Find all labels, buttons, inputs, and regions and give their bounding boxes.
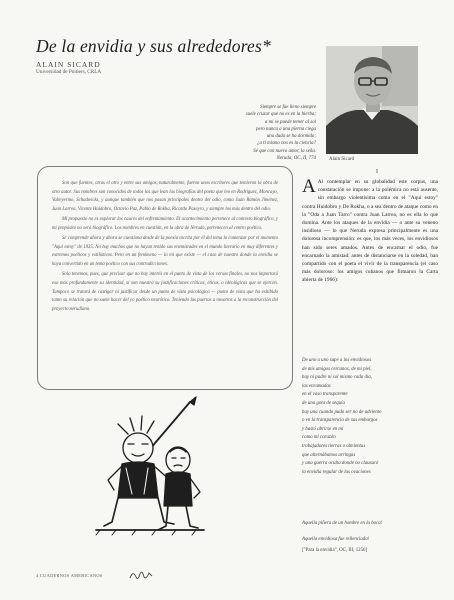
- intro-paragraph: Mi propuesto no es explorar los cauces del enfrentamiento. El acontecimiento pertenece al contexto biográfico, y mi propósito no será biográfico. Los nombres en cuestión, en la obra de Neruda, pertenecen al centro poético.: [52, 217, 278, 231]
- envy-cartoon-illustration: [86, 394, 212, 536]
- poem-closing-line: Aquella envidiosa fue rellenciada!: [302, 536, 370, 542]
- poem-line: hay ni padre ni sol mismo cada día,: [302, 375, 372, 381]
- poem-line: la envidia regular de las ovaciones: [302, 469, 371, 475]
- author-portrait-image: [326, 46, 418, 154]
- intro-paragraph: Solo tenemos, pues, que precisar que no hay interés en el punto de vista de los versos finales, no nos importará eso más profundamente su identidad, si son nuestra su justificaciones críticas, éticas, o ideológicas que se ejercen. Tampoco se tratará de castigar ni justificar desde un punto de vista psicológico — punto de vista que ha exhibido tanto su relación que no suele hacer del yo poético neurótico. Teniendo las puertas a nosotros a la reconstrucción del proyecto nerudiano.: [52, 272, 278, 312]
- signature-mark: [128, 568, 154, 582]
- poem-line: hay una cuando pudo ser no de adviento: [302, 409, 382, 415]
- intro-paragraph: Son que fuentes, otras el otro y entre sus amigos, naturalmente, fueron unos escritores que temieron la obra de otro autor. Sus nombres son conocidos de todos los que lean las biografías del poeta que leo en Rodríguez, Moncayo, Valleyermo, Schadwicks, y aunque también que nos pasan principales dentro del odio, como Juan Ramón Jiménez, Juan Larrea, Vicente Huidobro, Octavio Paz, Pablo de Rokha, Ricardo Paseyro, y siempre los más dentro del odio.: [52, 181, 278, 212]
- intro-paragraph: Se comprende ahora y ahora se cuestiona desde de la poesía escrita por él del tema lo comenzar por el momento "Aquí estoy" de 1935. No hay muchos que no hayan tenido sus enemistades en el mundo literario en muy diferentes y extremos poéticos y estilísticos. Pero en un fenómeno — lo mi que existe — el caso de nuestro donde la envidia se haya convertido en un tema poético con sus contradicciones.: [52, 236, 278, 267]
- page-footer: 4 CUADERNOS AMERICANOS: [36, 573, 103, 578]
- photo-caption: Alain Sicard: [329, 157, 355, 162]
- epigraph-line: una duda se ha dormido;: [266, 134, 316, 140]
- poem-line: De uno a uno supe a los envidiosos: [302, 358, 372, 363]
- poem-line: las enramadas: [302, 383, 331, 389]
- epigraph-line: ¿a ti mismo nos es la ciencia?: [257, 141, 316, 147]
- poem-closing: [302, 520, 438, 544]
- body-column: [302, 178, 438, 285]
- epigraph-line: Sé que con nuevo amor, la seña.: [253, 148, 316, 154]
- epigraph-source: Neruda, OC, II, 774: [276, 156, 316, 162]
- poem-line: de una gota de sequía: [302, 400, 345, 406]
- author-affiliation: Universidad de Poitiers, CRLA: [36, 69, 102, 75]
- handwritten-signature: [128, 568, 154, 582]
- epigraph-line: a mi se puede temer al sol: [264, 119, 316, 125]
- poem-line: y bastó abrirse en mí: [302, 426, 344, 432]
- epigraph-line: Siempre se fue lleno siempre: [260, 105, 316, 110]
- poem-citation: ["Para la envidia", OC, III, 1256]: [302, 548, 368, 553]
- poem-line: o en la transparencia de sus embargos: [302, 418, 378, 424]
- intro-box: [37, 166, 293, 390]
- article-title: De la envidia y sus alrededores*: [36, 36, 271, 56]
- poem-line: que alternábamos arringas: [302, 452, 356, 458]
- drop-cap: A: [302, 176, 316, 197]
- poem-line: trabajadores tierras o almientas: [302, 443, 366, 449]
- author-name: ALAIN SICARD: [36, 60, 101, 69]
- illustration: [86, 394, 212, 536]
- body-paragraph: [302, 178, 438, 285]
- poem-line: y una guerra oculta donde no clausuró: [302, 461, 379, 467]
- poem-line: de mis amigos cercanos, de mi piel,: [302, 366, 372, 372]
- body-paragraph-text: Al contemplar en su globalidad este corpus, una constatación se impone: a la polémica no está ausente, sin embargo violentísima como en el "Aquí estoy" contra Huidobro y De Rokha, o a sea dentro de ataque como en la "Oda a Juan Tarro" contra Juan Larrea, no es ella lo que domina. Ante los ataques de la envidia — o ante su veneno insidioso — lo que Neruda expresa principalmente es una dolorosa incomprensión: es que, los más veces, los envidiosos han sido seres amados. Antes de encarnar el odio, fue encarnado la amistad: antes de distanciarse en la soledad, han compartido con el poeta el vivir de la transparencia (el caso más doloroso: los amigos cubanos que firmaron la Carta abierta de 1966):: [302, 179, 438, 284]
- epigraph-line: suele cruzar que no es en la hierba;: [245, 112, 316, 118]
- epigraph-line: pero nunca a una pierna ciega: [256, 126, 316, 132]
- author-photo: [326, 46, 418, 154]
- section-number: I: [376, 169, 378, 175]
- poem-line: en el vaso transparente: [302, 392, 348, 398]
- poem-closing-line: Aquella piñera de un hombre en la boca!: [302, 521, 383, 526]
- poem-line: como mi corazón: [302, 435, 336, 441]
- poem-quote: [302, 357, 438, 477]
- epigraph: [176, 104, 316, 162]
